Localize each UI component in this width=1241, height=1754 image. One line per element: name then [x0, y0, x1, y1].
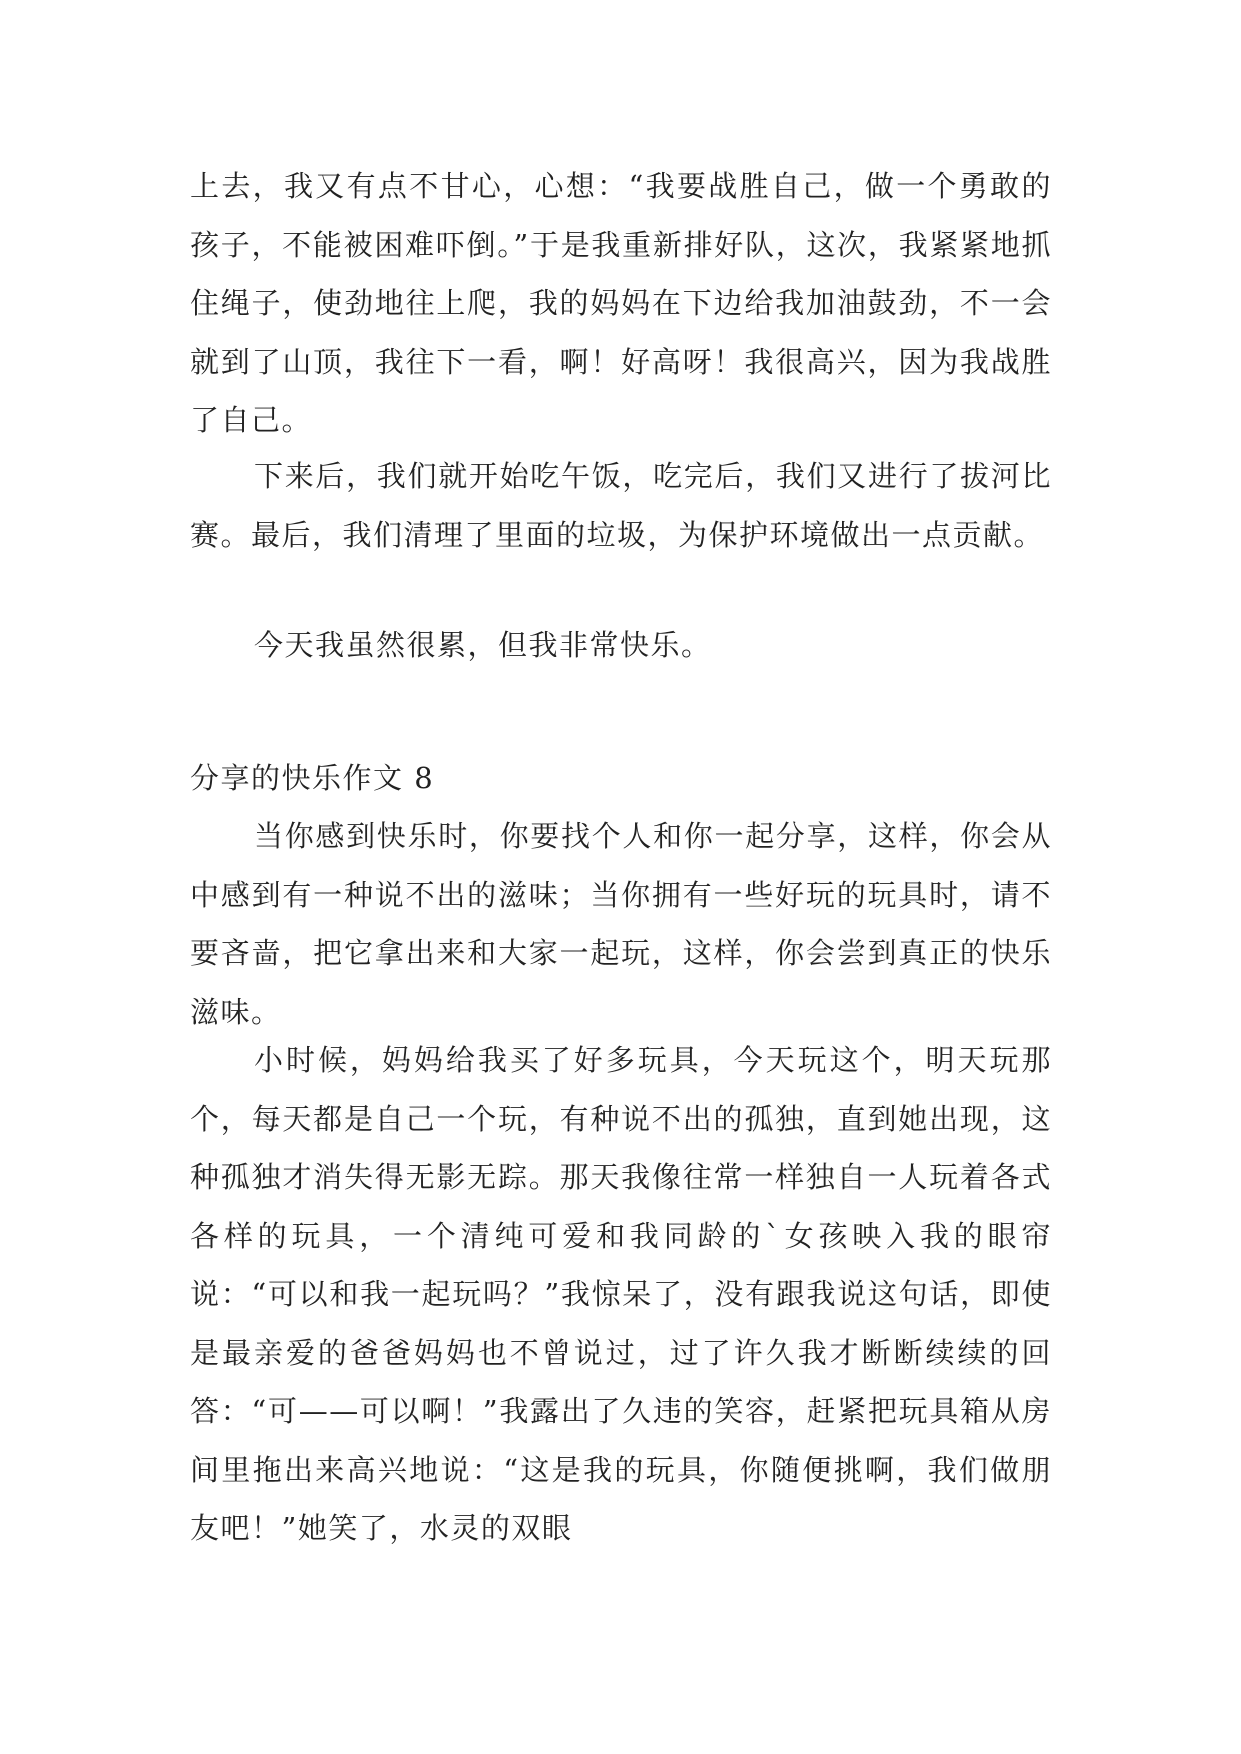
- paragraph-climbing-continued: 上去，我又有点不甘心，心想：“我要战胜自己，做一个勇敢的孩子，不能被困难吓倒。”于是我重新排好队，这次，我紧紧地抓住绳子，使劲地往上爬，我的妈妈在下边给我加油鼓劲，不一会就到了山顶，我往下一看，啊！好高呀！我很高兴，因为我战胜了自己。: [190, 169, 1052, 437]
- paragraph-conclusion: 今天我虽然很累，但我非常快乐。: [254, 628, 712, 662]
- document-page: [190, 0, 1052, 1754]
- essay-heading: 分享的快乐作文 8: [190, 761, 435, 795]
- paragraph-childhood-story: 小时候，妈妈给我买了好多玩具，今天玩这个，明天玩那个，每天都是自己一个玩，有种说不出的孤独，直到她出现，这种孤独才消失得无影无踪。那天我像往常一样独自一人玩着各式各样的玩具，一个清纯可爱和我同龄的`女孩映入我的眼帘说：“可以和我一起玩吗？”我惊呆了，没有跟我说这句话，即使是最亲爱的爸爸妈妈也不曾说过，过了许久我才断断续续的回答：“可——可以啊！”我露出了久违的笑容，赶紧把玩具箱从房间里拖出来高兴地说：“这是我的玩具，你随便挑啊，我们做朋友吧！”她笑了，水灵的双眼: [190, 1043, 1052, 1545]
- paragraph-lunch-tug-of-war: 下来后，我们就开始吃午饭，吃完后，我们又进行了拔河比赛。最后，我们清理了里面的垃圾，为保护环境做出一点贡献。: [190, 459, 1052, 552]
- paragraph-sharing-intro: 当你感到快乐时，你要找个人和你一起分享，这样，你会从中感到有一种说不出的滋味；当你拥有一些好玩的玩具时，请不要吝啬，把它拿出来和大家一起玩，这样，你会尝到真正的快乐滋味。: [190, 819, 1052, 1029]
